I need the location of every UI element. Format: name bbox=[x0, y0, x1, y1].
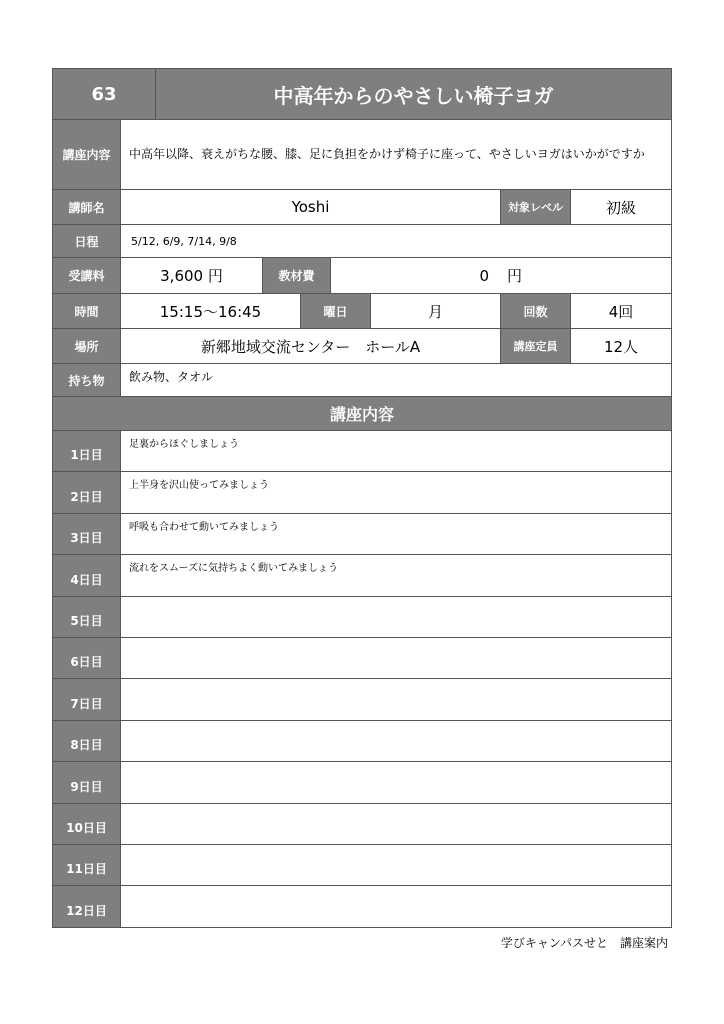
description-text: 中高年以降、衰えがちな腰、膝、足に負担をかけず椅子に座って、やさしいヨガはいかがですか bbox=[129, 147, 645, 161]
weekday-value: 月 bbox=[371, 294, 501, 328]
material-fee-unit: 円 bbox=[507, 267, 523, 285]
capacity-label: 講座定員 bbox=[501, 329, 571, 363]
material-fee-amount: 0 bbox=[479, 266, 489, 285]
section-row bbox=[52, 397, 672, 431]
day-row bbox=[52, 845, 672, 886]
level-value: 初級 bbox=[605, 198, 636, 217]
time-label: 時間 bbox=[53, 294, 121, 328]
instructor-name: Yoshi bbox=[121, 190, 501, 224]
description-label: 講座内容 bbox=[53, 120, 121, 189]
day-row bbox=[52, 514, 672, 555]
day-content bbox=[121, 762, 671, 802]
day-row bbox=[52, 762, 672, 803]
fee-value: 3,600 円 bbox=[121, 258, 263, 293]
day-row bbox=[52, 472, 672, 513]
belongings-value: 飲み物、タオル bbox=[129, 370, 214, 384]
fee-row bbox=[52, 258, 672, 294]
instructor-row bbox=[52, 190, 672, 225]
belongings-label: 持ち物 bbox=[53, 364, 121, 396]
day-content bbox=[121, 721, 671, 761]
count-value: 4回 bbox=[608, 302, 634, 321]
day-label: 5日目 bbox=[53, 597, 121, 637]
day-label: 12日目 bbox=[53, 886, 121, 926]
day-content: 上半身を沢山使ってみましょう bbox=[129, 480, 269, 492]
day-content: 足裏からほぐしましょう bbox=[129, 439, 239, 450]
day-label: 6日目 bbox=[53, 638, 121, 678]
day-row bbox=[52, 886, 672, 927]
instructor-label: 講師名 bbox=[53, 190, 121, 224]
course-title: 中高年からのやさしい椅子ヨガ bbox=[156, 69, 671, 119]
place-label: 場所 bbox=[53, 329, 121, 363]
day-row bbox=[52, 804, 672, 845]
day-row bbox=[52, 597, 672, 638]
belongings-row bbox=[52, 364, 672, 397]
day-label: 2日目 bbox=[53, 472, 121, 512]
day-label: 10日目 bbox=[53, 804, 121, 844]
day-content bbox=[121, 804, 671, 844]
place-row bbox=[52, 329, 672, 364]
course-sheet bbox=[52, 68, 672, 928]
level-label: 対象レベル bbox=[501, 190, 571, 224]
day-label: 4日目 bbox=[53, 555, 121, 595]
footer-text: 学びキャンパスせと 講座案内 bbox=[500, 936, 668, 950]
title-row bbox=[52, 68, 672, 120]
schedule-dates: 5/12, 6/9, 7/14, 9/8 bbox=[131, 234, 237, 248]
description-row bbox=[52, 120, 672, 190]
time-row bbox=[52, 294, 672, 329]
day-row bbox=[52, 721, 672, 762]
day-row bbox=[52, 431, 672, 472]
day-row bbox=[52, 679, 672, 720]
day-label: 3日目 bbox=[53, 514, 121, 554]
day-content: 呼吸も合わせて動いてみましょう bbox=[129, 521, 279, 533]
course-number: 63 bbox=[53, 69, 156, 119]
day-content bbox=[121, 597, 671, 637]
count-label: 回数 bbox=[501, 294, 571, 328]
section-title: 講座内容 bbox=[53, 397, 671, 430]
day-content bbox=[121, 679, 671, 719]
day-label: 11日目 bbox=[53, 845, 121, 885]
day-label: 7日目 bbox=[53, 679, 121, 719]
day-label: 9日目 bbox=[53, 762, 121, 802]
day-label: 8日目 bbox=[53, 721, 121, 761]
day-content bbox=[121, 886, 671, 926]
day-content bbox=[121, 845, 671, 885]
day-label: 1日目 bbox=[53, 431, 121, 471]
day-content bbox=[121, 638, 671, 678]
day-row bbox=[52, 555, 672, 596]
material-fee-label: 教材費 bbox=[263, 258, 331, 293]
schedule-label: 日程 bbox=[53, 225, 121, 257]
material-fee-cell bbox=[331, 258, 671, 293]
capacity-value: 12人 bbox=[603, 337, 639, 356]
day-row bbox=[52, 638, 672, 679]
fee-label: 受講料 bbox=[53, 258, 121, 293]
time-value: 15:15～16:45 bbox=[121, 294, 301, 328]
weekday-label: 曜日 bbox=[301, 294, 371, 328]
place-value: 新郷地域交流センター ホールA bbox=[121, 329, 501, 363]
schedule-row bbox=[52, 225, 672, 258]
day-content: 流れをスムーズに気持ちよく動いてみましょう bbox=[129, 563, 338, 575]
